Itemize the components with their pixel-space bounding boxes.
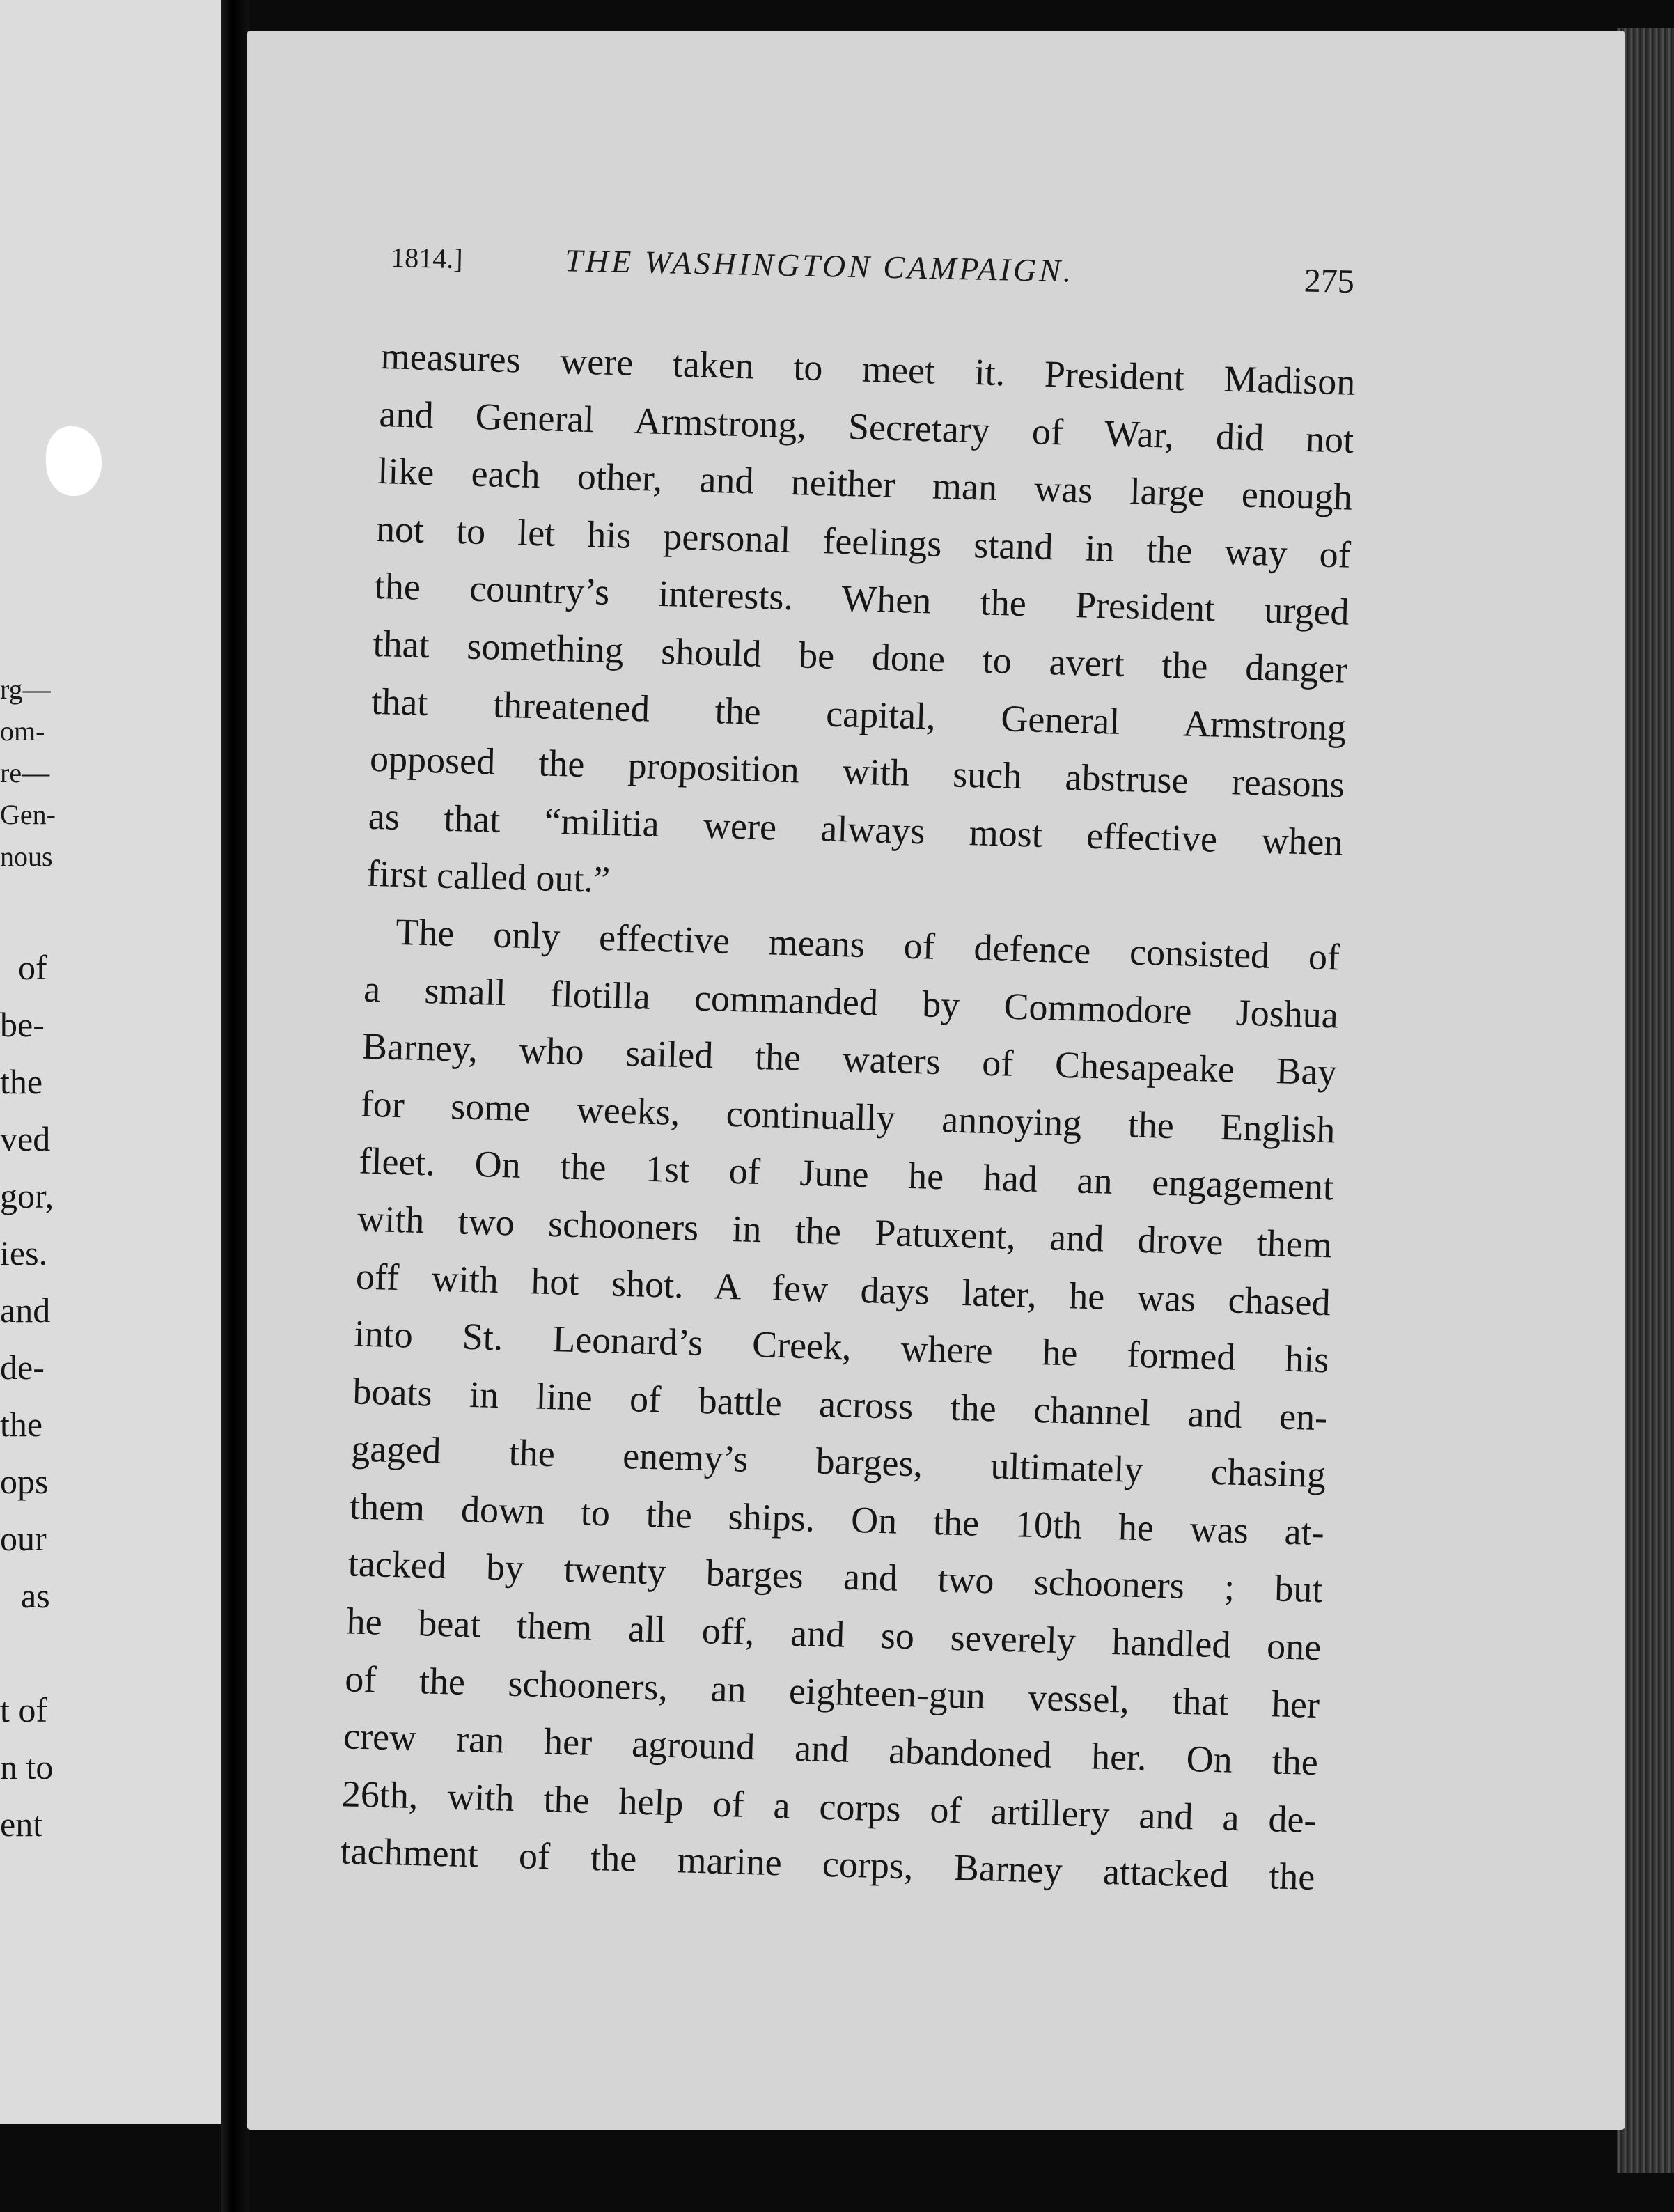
left-line-end: and	[0, 1291, 51, 1330]
text-line: into St. Leonard’s Creek, where he formed his	[354, 1312, 1330, 1381]
text-line: gaged the enemy’s barges, ultimately chasing	[350, 1427, 1327, 1496]
page-edges	[1617, 28, 1674, 2173]
left-line-end	[0, 1624, 221, 1681]
text-line: off with hot shot. A few days later, he was chased	[355, 1255, 1331, 1323]
ink-blot	[46, 426, 102, 496]
left-facing-page	[0, 0, 221, 2124]
page-number: 275	[1304, 262, 1355, 300]
text-line: crew ran her aground and abandoned her. On the	[343, 1715, 1319, 1784]
text-line: tachment of the marine corps, Barney attacked the	[339, 1830, 1316, 1899]
text-line: that something should be done to avert the danger	[372, 622, 1349, 691]
left-line-end: of	[18, 948, 47, 987]
left-line-end: gor,	[0, 1176, 54, 1215]
text-line: The only effective means of defence consisted of	[395, 910, 1340, 979]
header-title: THE WASHINGTON CAMPAIGN.	[564, 242, 1074, 289]
text-line: and General Armstrong, Secretary of War, did not	[378, 392, 1354, 461]
left-line-end: the	[0, 1062, 43, 1101]
margin-note-line: om-	[0, 715, 45, 747]
left-line-end: ved	[0, 1119, 51, 1158]
margin-note-line: nous	[0, 841, 53, 872]
text-line: fleet. On the 1st of June he had an engagement	[358, 1139, 1334, 1208]
left-line-end: n to	[0, 1747, 54, 1786]
book-gutter	[221, 0, 249, 2212]
margin-note-line: Gen-	[0, 799, 56, 830]
text-line: like each other, and neither man was large enough	[377, 450, 1353, 518]
left-line-end: ops	[0, 1462, 49, 1501]
text-line: of the schooners, an eighteen-gun vessel, that her	[344, 1657, 1320, 1726]
text-line: tacked by twenty barges and two schooners ; but	[347, 1542, 1324, 1611]
left-line-end: ent	[0, 1805, 43, 1844]
left-margin-notes	[0, 669, 70, 878]
text-line: not to let his personal feelings stand in the way of	[375, 507, 1352, 576]
text-line: that threatened the capital, General Armstrong	[370, 680, 1347, 749]
text-line: measures were taken to meet it. President Madison	[380, 334, 1356, 403]
left-line-end: de-	[0, 1348, 45, 1387]
margin-note-line: re—	[0, 757, 50, 788]
text-line: 26th, with the help of a corps of artillery and a de-	[341, 1773, 1317, 1841]
text-line: with two schooners in the Patuxent, and drove them	[357, 1197, 1333, 1266]
text-line: the country’s interests. When the President urged	[374, 565, 1350, 634]
text-line: for some weeks, continually annoying the English	[360, 1082, 1336, 1151]
text-line: boats in line of battle across the channel and en-	[352, 1370, 1328, 1438]
left-line-end: the	[0, 1405, 43, 1444]
margin-note-line: rg—	[0, 673, 51, 705]
text-line: as that “militia were always most effective when	[368, 795, 1344, 864]
text-line: a small flotilla commanded by Commodore Joshua	[363, 967, 1339, 1036]
left-line-end: ies.	[0, 1233, 48, 1272]
text-line: them down to the ships. On the 10th he was at-	[349, 1485, 1325, 1554]
text-line: he beat them all off, and so severely handled one	[345, 1600, 1322, 1669]
left-line-end: be-	[0, 1005, 45, 1044]
left-page-line-ends	[0, 939, 221, 1853]
text-line: first called out.”	[366, 852, 611, 901]
header-year: 1814.]	[390, 241, 464, 275]
body-text	[340, 327, 1356, 1906]
left-line-end: our	[0, 1519, 47, 1558]
left-line-end: as	[21, 1576, 50, 1615]
text-line: Barney, who sailed the waters of Chesapeake Bay	[361, 1025, 1338, 1093]
text-line: opposed the proposition with such abstruse reasons	[369, 737, 1345, 806]
left-line-end: t of	[0, 1690, 48, 1729]
